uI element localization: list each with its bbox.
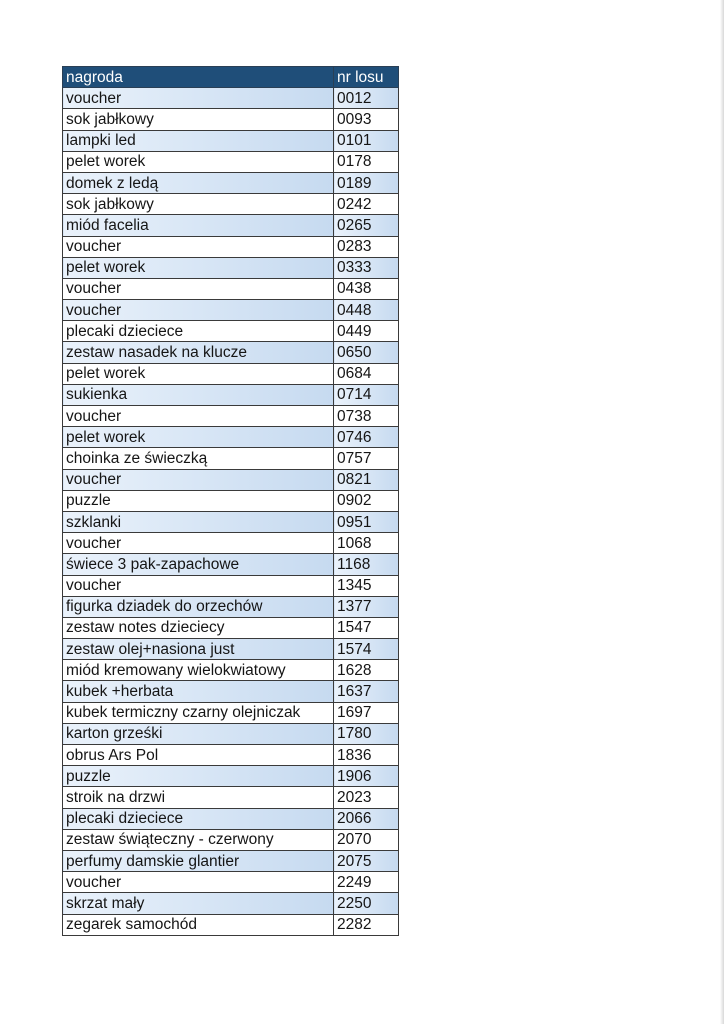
table-row [63,342,399,363]
prize-name-cell: miód facelia [63,215,334,236]
table-row [63,787,399,808]
ticket-number-cell: 1377 [334,596,399,617]
ticket-number-cell: 1345 [334,575,399,596]
table-row [63,702,399,723]
ticket-number-cell: 0101 [334,130,399,151]
prize-name-cell: sok jabłkowy [63,109,334,130]
table-row [63,766,399,787]
table-row [63,88,399,109]
table-row [63,278,399,299]
prize-name-cell: zestaw olej+nasiona just [63,639,334,660]
prize-name-cell: skrzat mały [63,893,334,914]
ticket-number-cell: 1906 [334,766,399,787]
ticket-number-cell: 0283 [334,236,399,257]
ticket-number-cell: 0178 [334,151,399,172]
header-ticket-number: nr losu [334,67,399,88]
ticket-number-cell: 0449 [334,321,399,342]
prize-name-cell: kubek termiczny czarny olejniczak [63,702,334,723]
table-row [63,893,399,914]
ticket-number-cell: 2023 [334,787,399,808]
prize-name-cell: voucher [63,872,334,893]
ticket-number-cell: 1574 [334,639,399,660]
ticket-number-cell: 0714 [334,384,399,405]
table-row [63,660,399,681]
prize-name-cell: voucher [63,469,334,490]
table-row [63,681,399,702]
prize-name-cell: voucher [63,278,334,299]
table-row [63,511,399,532]
table-row [63,384,399,405]
prize-name-cell: zestaw świąteczny - czerwony [63,829,334,850]
ticket-number-cell: 2075 [334,850,399,871]
table-row [63,215,399,236]
table-row [63,448,399,469]
prize-name-cell: pelet worek [63,427,334,448]
table-row [63,914,399,935]
ticket-number-cell: 0438 [334,278,399,299]
ticket-number-cell: 0265 [334,215,399,236]
ticket-number-cell: 0738 [334,406,399,427]
ticket-number-cell: 1628 [334,660,399,681]
prize-name-cell: voucher [63,88,334,109]
ticket-number-cell: 1168 [334,554,399,575]
ticket-number-cell: 0093 [334,109,399,130]
ticket-number-cell: 1547 [334,617,399,638]
table-row [63,808,399,829]
prize-name-cell: szklanki [63,511,334,532]
table-row [63,172,399,193]
ticket-number-cell: 1068 [334,533,399,554]
table-row [63,745,399,766]
table-row [63,469,399,490]
header-row [63,67,399,88]
table-row [63,639,399,660]
table-row [63,130,399,151]
header-prize: nagroda [63,67,334,88]
table-row [63,723,399,744]
table-row [63,490,399,511]
ticket-number-cell: 0189 [334,172,399,193]
ticket-number-cell: 0821 [334,469,399,490]
prize-name-cell: plecaki dzieciece [63,321,334,342]
table-row [63,829,399,850]
table-row [63,300,399,321]
table-row [63,194,399,215]
ticket-number-cell: 2066 [334,808,399,829]
prize-name-cell: voucher [63,533,334,554]
table-row [63,575,399,596]
ticket-number-cell: 2282 [334,914,399,935]
prize-name-cell: lampki led [63,130,334,151]
prize-name-cell: sukienka [63,384,334,405]
ticket-number-cell: 0012 [334,88,399,109]
prize-name-cell: pelet worek [63,257,334,278]
table-row [63,151,399,172]
table-row [63,321,399,342]
prize-name-cell: voucher [63,236,334,257]
table-row [63,427,399,448]
ticket-number-cell: 2250 [334,893,399,914]
prize-name-cell: obrus Ars Pol [63,745,334,766]
ticket-number-cell: 0951 [334,511,399,532]
prize-name-cell: figurka dziadek do orzechów [63,596,334,617]
ticket-number-cell: 0757 [334,448,399,469]
prize-name-cell: pelet worek [63,151,334,172]
prize-table-header [63,67,399,88]
table-row [63,406,399,427]
prize-name-cell: świece 3 pak-zapachowe [63,554,334,575]
table-row [63,617,399,638]
prize-name-cell: voucher [63,575,334,596]
ticket-number-cell: 1697 [334,702,399,723]
ticket-number-cell: 0902 [334,490,399,511]
table-row [63,596,399,617]
prize-name-cell: zestaw nasadek na klucze [63,342,334,363]
ticket-number-cell: 1836 [334,745,399,766]
prize-name-cell: voucher [63,300,334,321]
ticket-number-cell: 0333 [334,257,399,278]
prize-name-cell: voucher [63,406,334,427]
prize-name-cell: domek z ledą [63,172,334,193]
ticket-number-cell: 0650 [334,342,399,363]
prize-name-cell: stroik na drzwi [63,787,334,808]
prize-table-body [63,88,399,936]
table-row [63,872,399,893]
table-row [63,363,399,384]
prize-name-cell: karton grześki [63,723,334,744]
prize-name-cell: sok jabłkowy [63,194,334,215]
prize-name-cell: choinka ze świeczką [63,448,334,469]
ticket-number-cell: 1637 [334,681,399,702]
prize-name-cell: miód kremowany wielokwiatowy [63,660,334,681]
prize-name-cell: pelet worek [63,363,334,384]
table-row [63,257,399,278]
prize-name-cell: zestaw notes dzieciecy [63,617,334,638]
prize-name-cell: perfumy damskie glantier [63,850,334,871]
prize-name-cell: zegarek samochód [63,914,334,935]
table-row [63,109,399,130]
prize-name-cell: plecaki dzieciece [63,808,334,829]
prize-name-cell: kubek +herbata [63,681,334,702]
ticket-number-cell: 0684 [334,363,399,384]
table-row [63,533,399,554]
ticket-number-cell: 0242 [334,194,399,215]
ticket-number-cell: 0746 [334,427,399,448]
ticket-number-cell: 2249 [334,872,399,893]
ticket-number-cell: 1780 [334,723,399,744]
prize-table [62,66,399,936]
prize-name-cell: puzzle [63,490,334,511]
table-row [63,554,399,575]
ticket-number-cell: 0448 [334,300,399,321]
prize-name-cell: puzzle [63,766,334,787]
ticket-number-cell: 2070 [334,829,399,850]
table-row [63,236,399,257]
scan-edge-shadow [720,0,724,1024]
table-row [63,850,399,871]
